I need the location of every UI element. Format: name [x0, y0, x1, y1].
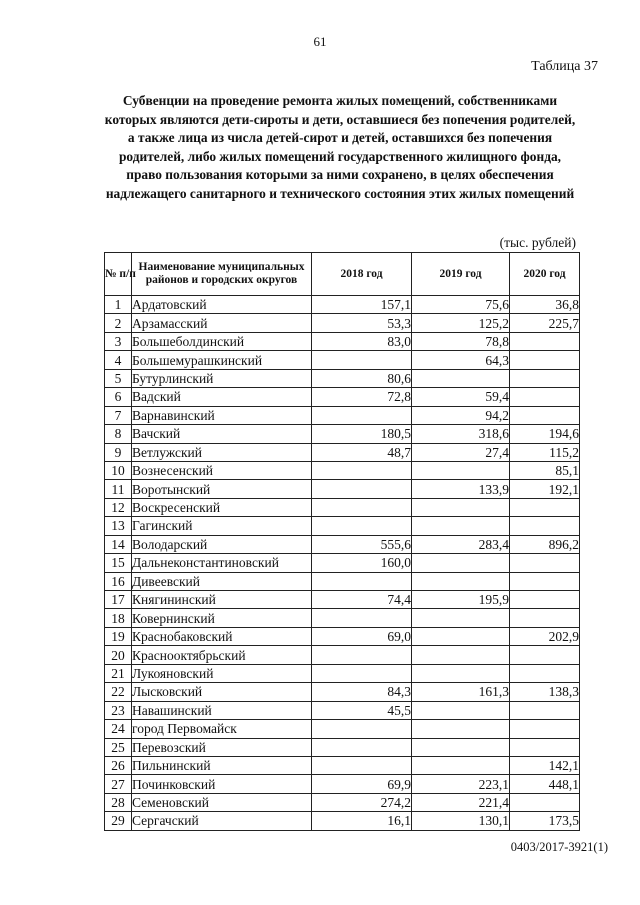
- table-row: [105, 775, 580, 793]
- page-number: 61: [313, 34, 327, 49]
- district-name: Варнавинский: [132, 406, 312, 424]
- row-number: 14: [105, 535, 132, 553]
- district-name: Краснобаковский: [132, 627, 312, 645]
- row-number: 29: [105, 812, 132, 830]
- district-name: Дивеевский: [132, 572, 312, 590]
- value-2019: [412, 461, 510, 479]
- header-2020: 2020 год: [510, 253, 580, 296]
- value-2020: [510, 517, 580, 535]
- district-name: Ардатовский: [132, 296, 312, 314]
- value-2018: 160,0: [312, 554, 412, 572]
- value-2018: [312, 351, 412, 369]
- row-number: 18: [105, 609, 132, 627]
- row-number: 12: [105, 498, 132, 516]
- value-2018: 83,0: [312, 332, 412, 350]
- value-2020: [510, 646, 580, 664]
- table-row: [105, 664, 580, 682]
- value-2018: [312, 406, 412, 424]
- row-number: 20: [105, 646, 132, 664]
- table-row: [105, 296, 580, 314]
- value-2020: 192,1: [510, 480, 580, 498]
- district-name: Гагинский: [132, 517, 312, 535]
- value-2019: [412, 701, 510, 719]
- district-name: Ковернинский: [132, 609, 312, 627]
- value-2019: 78,8: [412, 332, 510, 350]
- value-2019: [412, 646, 510, 664]
- value-2019: 130,1: [412, 812, 510, 830]
- district-name: Сергачский: [132, 812, 312, 830]
- table-row: [105, 443, 580, 461]
- value-2019: [412, 664, 510, 682]
- value-2019: [412, 609, 510, 627]
- table-row: [105, 554, 580, 572]
- value-2019: 221,4: [412, 793, 510, 811]
- table-row: [105, 498, 580, 516]
- value-2019: 59,4: [412, 388, 510, 406]
- district-name: Арзамасский: [132, 314, 312, 332]
- table-row: [105, 535, 580, 553]
- value-2018: 69,9: [312, 775, 412, 793]
- value-2020: [510, 388, 580, 406]
- district-name: Дальнеконстантиновский: [132, 554, 312, 572]
- table-label: Таблица 37: [531, 59, 598, 74]
- district-name: Вадский: [132, 388, 312, 406]
- district-name: Пильнинский: [132, 756, 312, 774]
- document-title: Субвенции на проведение ремонта жилых помещений, собственниками которых являются дети-сироты и дети, оставшиеся без попечения родителей, а также лица из числа детей-сирот и детей, оставшихся без попечения родителей, либо жилых помещений государственного жилищного фонда, право пользования которыми за ними сохранено, в целях обеспечения надлежащего санитарного и технического состояния этих жилых помещений: [104, 93, 576, 201]
- value-2020: 225,7: [510, 314, 580, 332]
- value-2018: [312, 646, 412, 664]
- value-2019: 27,4: [412, 443, 510, 461]
- value-2019: [412, 720, 510, 738]
- row-number: 10: [105, 461, 132, 479]
- value-2020: 36,8: [510, 296, 580, 314]
- district-name: Починковский: [132, 775, 312, 793]
- value-2019: 133,9: [412, 480, 510, 498]
- value-2020: [510, 351, 580, 369]
- row-number: 6: [105, 388, 132, 406]
- table-row: [105, 314, 580, 332]
- table-row: [105, 812, 580, 830]
- row-number: 3: [105, 332, 132, 350]
- district-name: Воротынский: [132, 480, 312, 498]
- value-2020: 115,2: [510, 443, 580, 461]
- table-row: [105, 425, 580, 443]
- row-number: 26: [105, 756, 132, 774]
- table-row: [105, 351, 580, 369]
- row-number: 25: [105, 738, 132, 756]
- value-2020: 85,1: [510, 461, 580, 479]
- table-row: [105, 627, 580, 645]
- value-2020: 194,6: [510, 425, 580, 443]
- value-2018: [312, 609, 412, 627]
- value-2018: 16,1: [312, 812, 412, 830]
- district-name: Большемурашкинский: [132, 351, 312, 369]
- row-number: 17: [105, 591, 132, 609]
- value-2019: [412, 738, 510, 756]
- value-2020: 138,3: [510, 683, 580, 701]
- row-number: 23: [105, 701, 132, 719]
- district-name: Бутурлинский: [132, 369, 312, 387]
- header-num: № п/п: [105, 253, 132, 296]
- district-name: Лукояновский: [132, 664, 312, 682]
- header-name: Наименование муниципальных районов и городских округов: [132, 253, 312, 296]
- row-number: 27: [105, 775, 132, 793]
- row-number: 5: [105, 369, 132, 387]
- row-number: 13: [105, 517, 132, 535]
- value-2019: [412, 627, 510, 645]
- value-2018: 274,2: [312, 793, 412, 811]
- row-number: 2: [105, 314, 132, 332]
- value-2019: [412, 498, 510, 516]
- district-name: Семеновский: [132, 793, 312, 811]
- district-name: Володарский: [132, 535, 312, 553]
- value-2018: [312, 720, 412, 738]
- district-name: Перевозский: [132, 738, 312, 756]
- value-2019: 75,6: [412, 296, 510, 314]
- value-2018: [312, 461, 412, 479]
- table-header-row: [105, 253, 580, 296]
- value-2019: 125,2: [412, 314, 510, 332]
- value-2020: [510, 591, 580, 609]
- value-2019: 283,4: [412, 535, 510, 553]
- row-number: 11: [105, 480, 132, 498]
- value-2019: [412, 572, 510, 590]
- value-2019: [412, 369, 510, 387]
- value-2019: 64,3: [412, 351, 510, 369]
- row-number: 1: [105, 296, 132, 314]
- row-number: 16: [105, 572, 132, 590]
- value-2020: [510, 738, 580, 756]
- value-2019: [412, 756, 510, 774]
- header-2019: 2019 год: [412, 253, 510, 296]
- value-2018: 53,3: [312, 314, 412, 332]
- row-number: 21: [105, 664, 132, 682]
- district-name: Воскресенский: [132, 498, 312, 516]
- value-2019: 318,6: [412, 425, 510, 443]
- table-row: [105, 609, 580, 627]
- value-2018: [312, 480, 412, 498]
- footer-code: 0403/2017-3921(1): [510, 840, 608, 854]
- district-name: Княгининский: [132, 591, 312, 609]
- subsidy-table: [104, 252, 580, 831]
- value-2019: [412, 517, 510, 535]
- value-2020: [510, 572, 580, 590]
- value-2018: 555,6: [312, 535, 412, 553]
- value-2018: [312, 738, 412, 756]
- table-row: [105, 332, 580, 350]
- district-name: Вачский: [132, 425, 312, 443]
- row-number: 15: [105, 554, 132, 572]
- value-2020: [510, 406, 580, 424]
- value-2018: [312, 517, 412, 535]
- table-row: [105, 480, 580, 498]
- value-2018: 48,7: [312, 443, 412, 461]
- row-number: 28: [105, 793, 132, 811]
- value-2018: [312, 756, 412, 774]
- value-2019: 195,9: [412, 591, 510, 609]
- table-row: [105, 369, 580, 387]
- value-2020: [510, 793, 580, 811]
- table-row: [105, 591, 580, 609]
- district-name: Вознесенский: [132, 461, 312, 479]
- value-2018: 180,5: [312, 425, 412, 443]
- value-2020: [510, 498, 580, 516]
- value-2019: 223,1: [412, 775, 510, 793]
- value-2018: 72,8: [312, 388, 412, 406]
- table-row: [105, 406, 580, 424]
- value-2020: [510, 369, 580, 387]
- row-number: 9: [105, 443, 132, 461]
- units-label: (тыс. рублей): [499, 235, 576, 250]
- value-2020: [510, 554, 580, 572]
- value-2020: [510, 664, 580, 682]
- value-2018: [312, 498, 412, 516]
- table-row: [105, 572, 580, 590]
- table-row: [105, 720, 580, 738]
- value-2020: [510, 720, 580, 738]
- value-2020: 173,5: [510, 812, 580, 830]
- value-2020: [510, 701, 580, 719]
- table-row: [105, 793, 580, 811]
- value-2018: [312, 572, 412, 590]
- table-row: [105, 388, 580, 406]
- value-2020: 448,1: [510, 775, 580, 793]
- table-row: [105, 517, 580, 535]
- row-number: 22: [105, 683, 132, 701]
- value-2018: 69,0: [312, 627, 412, 645]
- district-name: Большеболдинский: [132, 332, 312, 350]
- table-row: [105, 646, 580, 664]
- value-2018: 157,1: [312, 296, 412, 314]
- table-body: [105, 296, 580, 831]
- value-2020: 202,9: [510, 627, 580, 645]
- district-name: город Первомайск: [132, 720, 312, 738]
- row-number: 7: [105, 406, 132, 424]
- value-2018: 84,3: [312, 683, 412, 701]
- value-2020: 896,2: [510, 535, 580, 553]
- value-2018: 45,5: [312, 701, 412, 719]
- district-name: Ветлужский: [132, 443, 312, 461]
- table-row: [105, 756, 580, 774]
- value-2020: [510, 609, 580, 627]
- row-number: 4: [105, 351, 132, 369]
- value-2018: 80,6: [312, 369, 412, 387]
- row-number: 8: [105, 425, 132, 443]
- row-number: 19: [105, 627, 132, 645]
- value-2019: 94,2: [412, 406, 510, 424]
- table-row: [105, 738, 580, 756]
- row-number: 24: [105, 720, 132, 738]
- value-2018: [312, 664, 412, 682]
- value-2019: [412, 554, 510, 572]
- value-2020: [510, 332, 580, 350]
- district-name: Лысковский: [132, 683, 312, 701]
- value-2018: 74,4: [312, 591, 412, 609]
- table-row: [105, 683, 580, 701]
- district-name: Краснооктябрьский: [132, 646, 312, 664]
- value-2019: 161,3: [412, 683, 510, 701]
- table-row: [105, 701, 580, 719]
- table-row: [105, 461, 580, 479]
- district-name: Навашинский: [132, 701, 312, 719]
- value-2020: 142,1: [510, 756, 580, 774]
- header-2018: 2018 год: [312, 253, 412, 296]
